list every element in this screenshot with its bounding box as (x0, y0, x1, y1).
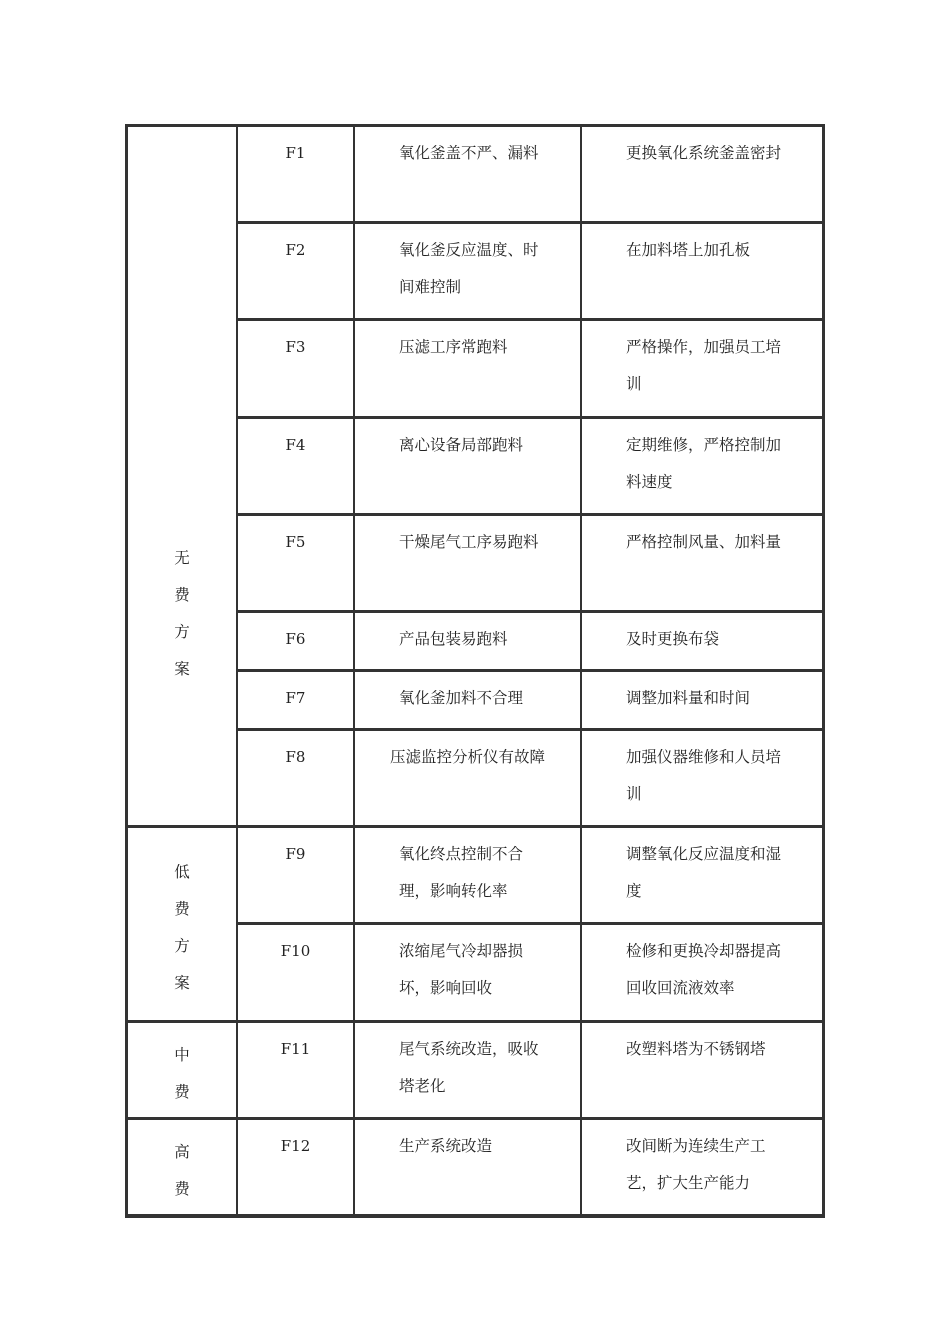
problem-cell: 浓缩尾气冷却器损坏，影响回收 (354, 924, 581, 1021)
code-cell: F12 (237, 1119, 354, 1216)
code-cell: F2 (237, 223, 354, 320)
solution-cell: 改塑料塔为不锈钢塔 (581, 1022, 823, 1119)
category-char: 方 (174, 623, 190, 642)
problem-cell: 压滤工序常跑料 (354, 320, 581, 417)
code-cell: F4 (237, 418, 354, 515)
solution-cell: 及时更换布袋 (581, 612, 823, 671)
table-row (127, 126, 823, 223)
problem-cell: 氧化终点控制不合理，影响转化率 (354, 827, 581, 924)
problem-cell: 氧化釜盖不严、漏料 (354, 126, 581, 223)
code-cell: F11 (237, 1022, 354, 1119)
category-cell (127, 1022, 237, 1119)
solution-cell: 加强仪器维修和人员培训 (581, 730, 823, 827)
problem-cell: 尾气系统改造，吸收塔老化 (354, 1022, 581, 1119)
category-char: 无 (174, 549, 190, 568)
solution-cell: 严格控制风量、加料量 (581, 515, 823, 612)
solution-cell: 检修和更换冷却器提高回收回流液效率 (581, 924, 823, 1021)
category-char: 中 (174, 1045, 190, 1064)
solution-cell: 调整氧化反应温度和湿度 (581, 827, 823, 924)
problem-cell: 氧化釜加料不合理 (354, 671, 581, 730)
category-char: 案 (174, 973, 190, 992)
problem-cell: 产品包装易跑料 (354, 612, 581, 671)
category-char: 低 (174, 862, 190, 881)
problem-cell: 干燥尾气工序易跑料 (354, 515, 581, 612)
solution-cell: 定期维修，严格控制加料速度 (581, 418, 823, 515)
code-cell: F1 (237, 126, 354, 223)
category-cell (127, 827, 237, 1021)
category-char: 案 (174, 660, 190, 679)
category-char: 方 (174, 936, 190, 955)
code-cell: F3 (237, 320, 354, 417)
code-cell: F6 (237, 612, 354, 671)
category-char: 费 (174, 1082, 190, 1101)
problem-cell: 离心设备局部跑料 (354, 418, 581, 515)
table-row (127, 827, 823, 924)
solution-cell: 改间断为连续生产工艺，扩大生产能力 (581, 1119, 823, 1216)
category-char: 费 (174, 586, 190, 605)
solution-cell: 在加料塔上加孔板 (581, 223, 823, 320)
category-label (128, 1134, 236, 1208)
category-label (128, 540, 236, 688)
code-cell: F7 (237, 671, 354, 730)
solution-cell: 严格操作，加强员工培训 (581, 320, 823, 417)
solution-cell: 调整加料量和时间 (581, 671, 823, 730)
category-char: 费 (174, 899, 190, 918)
table-row (127, 1119, 823, 1216)
code-cell: F8 (237, 730, 354, 827)
category-char: 费 (174, 1179, 190, 1198)
measures-table (125, 124, 825, 1218)
category-char: 高 (174, 1142, 190, 1161)
problem-cell: 压滤监控分析仪有故障 (354, 730, 581, 827)
code-cell: F10 (237, 924, 354, 1021)
category-cell (127, 1119, 237, 1216)
problem-cell: 生产系统改造 (354, 1119, 581, 1216)
category-label (128, 854, 236, 1002)
code-cell: F9 (237, 827, 354, 924)
category-cell (127, 126, 237, 827)
code-cell: F5 (237, 515, 354, 612)
category-label (128, 1037, 236, 1111)
solution-cell: 更换氧化系统釜盖密封 (581, 126, 823, 223)
problem-cell: 氧化釜反应温度、时间难控制 (354, 223, 581, 320)
table-row (127, 1022, 823, 1119)
